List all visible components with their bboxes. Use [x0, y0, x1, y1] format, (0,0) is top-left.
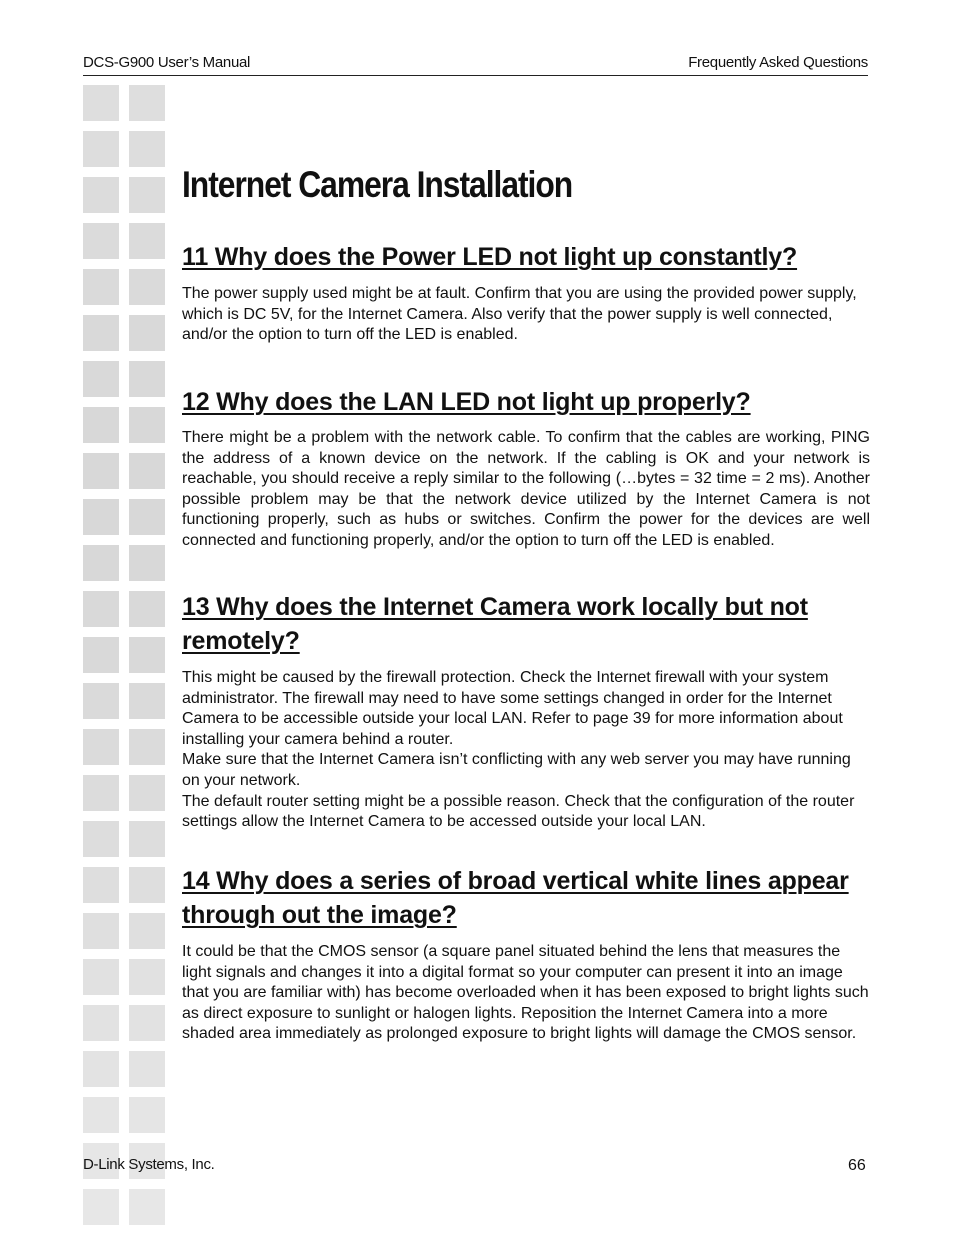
decorative-square — [129, 1051, 165, 1087]
decorative-square — [129, 453, 165, 489]
decorative-square — [83, 407, 119, 443]
faq-paragraph: There might be a problem with the network cable. To confirm that the cables are working, PING the address of a known device on the network. If the cabling is OK and your network is reachable, you should receive a reply similar to the following (…bytes = 32 time = 2 ms). Another possible problem may be that the network device utilized by the Internet Camera is not functioning properly, such as hubs or switches. Confirm the power for the devices are well connected and functioning properly, and/or the option to turn off the LED is enabled. — [182, 429, 870, 549]
decorative-square — [83, 361, 119, 397]
decorative-square — [83, 1189, 119, 1225]
faq-paragraph: Make sure that the Internet Camera isn’t conflicting with any web server you may have running on your network. — [182, 751, 851, 789]
manual-title: DCS-G900 User’s Manual — [83, 54, 251, 71]
decorative-square — [83, 913, 119, 949]
decorative-square — [83, 223, 119, 259]
faq-paragraph: The power supply used might be at fault. Confirm that you are using the provided power supply, which is DC 5V, for the Internet Camera. Also verify that the power supply is well connected, and/or the option to turn off the LED is enabled. — [182, 285, 857, 344]
decorative-square — [129, 315, 165, 351]
faq-heading: 11 Why does the Power LED not light up constantly? — [182, 243, 798, 271]
faq-heading: 12 Why does the LAN LED not light up properly? — [182, 388, 751, 416]
decorative-square — [83, 637, 119, 673]
faq-answer — [182, 668, 870, 833]
decorative-square — [129, 775, 165, 811]
faq-item-12 — [182, 385, 870, 552]
decorative-square — [129, 545, 165, 581]
decorative-square — [83, 683, 119, 719]
decorative-square — [83, 591, 119, 627]
decorative-square — [129, 1097, 165, 1133]
decorative-square — [83, 85, 119, 121]
decorative-square — [83, 867, 119, 903]
decorative-square — [129, 637, 165, 673]
decorative-square — [129, 821, 165, 857]
page-title: Internet Camera Installation — [182, 164, 573, 205]
decorative-square — [83, 821, 119, 857]
decorative-square — [83, 545, 119, 581]
decorative-square — [129, 867, 165, 903]
page-header — [83, 53, 868, 76]
decorative-square — [83, 453, 119, 489]
decorative-square — [83, 131, 119, 167]
faq-item-11 — [182, 240, 870, 346]
faq-answer — [182, 428, 870, 552]
faq-heading: 14 Why does a series of broad vertical white lines appear through out the image? — [182, 867, 849, 929]
decorative-square — [129, 729, 165, 765]
decorative-square — [129, 591, 165, 627]
decorative-square — [129, 131, 165, 167]
decorative-square — [83, 959, 119, 995]
decorative-square — [129, 1189, 165, 1225]
decorative-square — [129, 223, 165, 259]
decorative-square — [129, 269, 165, 305]
faq-answer — [182, 284, 870, 346]
decorative-square — [129, 499, 165, 535]
page-number: 66 — [848, 1157, 866, 1174]
decorative-square — [129, 85, 165, 121]
faq-item-13 — [182, 590, 870, 833]
section-title: Frequently Asked Questions — [688, 54, 868, 71]
faq-paragraph: It could be that the CMOS sensor (a square panel situated behind the lens that measures the light signals and changes it into a digital format so your computer can present it into an image that you are familiar with) has become overloaded when it has been exposed to bright lights such as direct exposure to sunlight or halogen lights. Reposition the Internet Camera into a more shaded area immediately as prolonged exposure to bright lights will damage the CMOS sensor. — [182, 943, 869, 1043]
decorative-square — [129, 1005, 165, 1041]
decorative-square — [83, 775, 119, 811]
decorative-square — [129, 959, 165, 995]
decorative-square — [83, 729, 119, 765]
decorative-square — [83, 269, 119, 305]
decorative-square — [129, 407, 165, 443]
decorative-square — [129, 683, 165, 719]
decorative-square — [129, 913, 165, 949]
decorative-square — [83, 1097, 119, 1133]
decorative-square — [83, 499, 119, 535]
decorative-square — [129, 177, 165, 213]
faq-heading: 13 Why does the Internet Camera work locally but not remotely? — [182, 593, 808, 655]
decorative-square-column — [83, 85, 167, 1235]
footer-company: D-Link Systems, Inc. — [83, 1156, 215, 1173]
faq-item-14 — [182, 864, 870, 1045]
decorative-square — [83, 1005, 119, 1041]
faq-paragraph: This might be caused by the firewall protection. Check the Internet firewall with your system administrator. The firewall may need to have some settings changed in order for the Internet Camera to be accessible outside your local LAN. Refer to page 39 for more information about installing your camera behind a router. — [182, 669, 843, 748]
faq-paragraph: The default router setting might be a possible reason. Check that the configuration of the router settings allow the Internet Camera to be accessed outside your local LAN. — [182, 792, 855, 831]
decorative-square — [83, 177, 119, 213]
decorative-square — [129, 361, 165, 397]
decorative-square — [83, 1051, 119, 1087]
decorative-square — [83, 315, 119, 351]
faq-answer — [182, 942, 870, 1045]
